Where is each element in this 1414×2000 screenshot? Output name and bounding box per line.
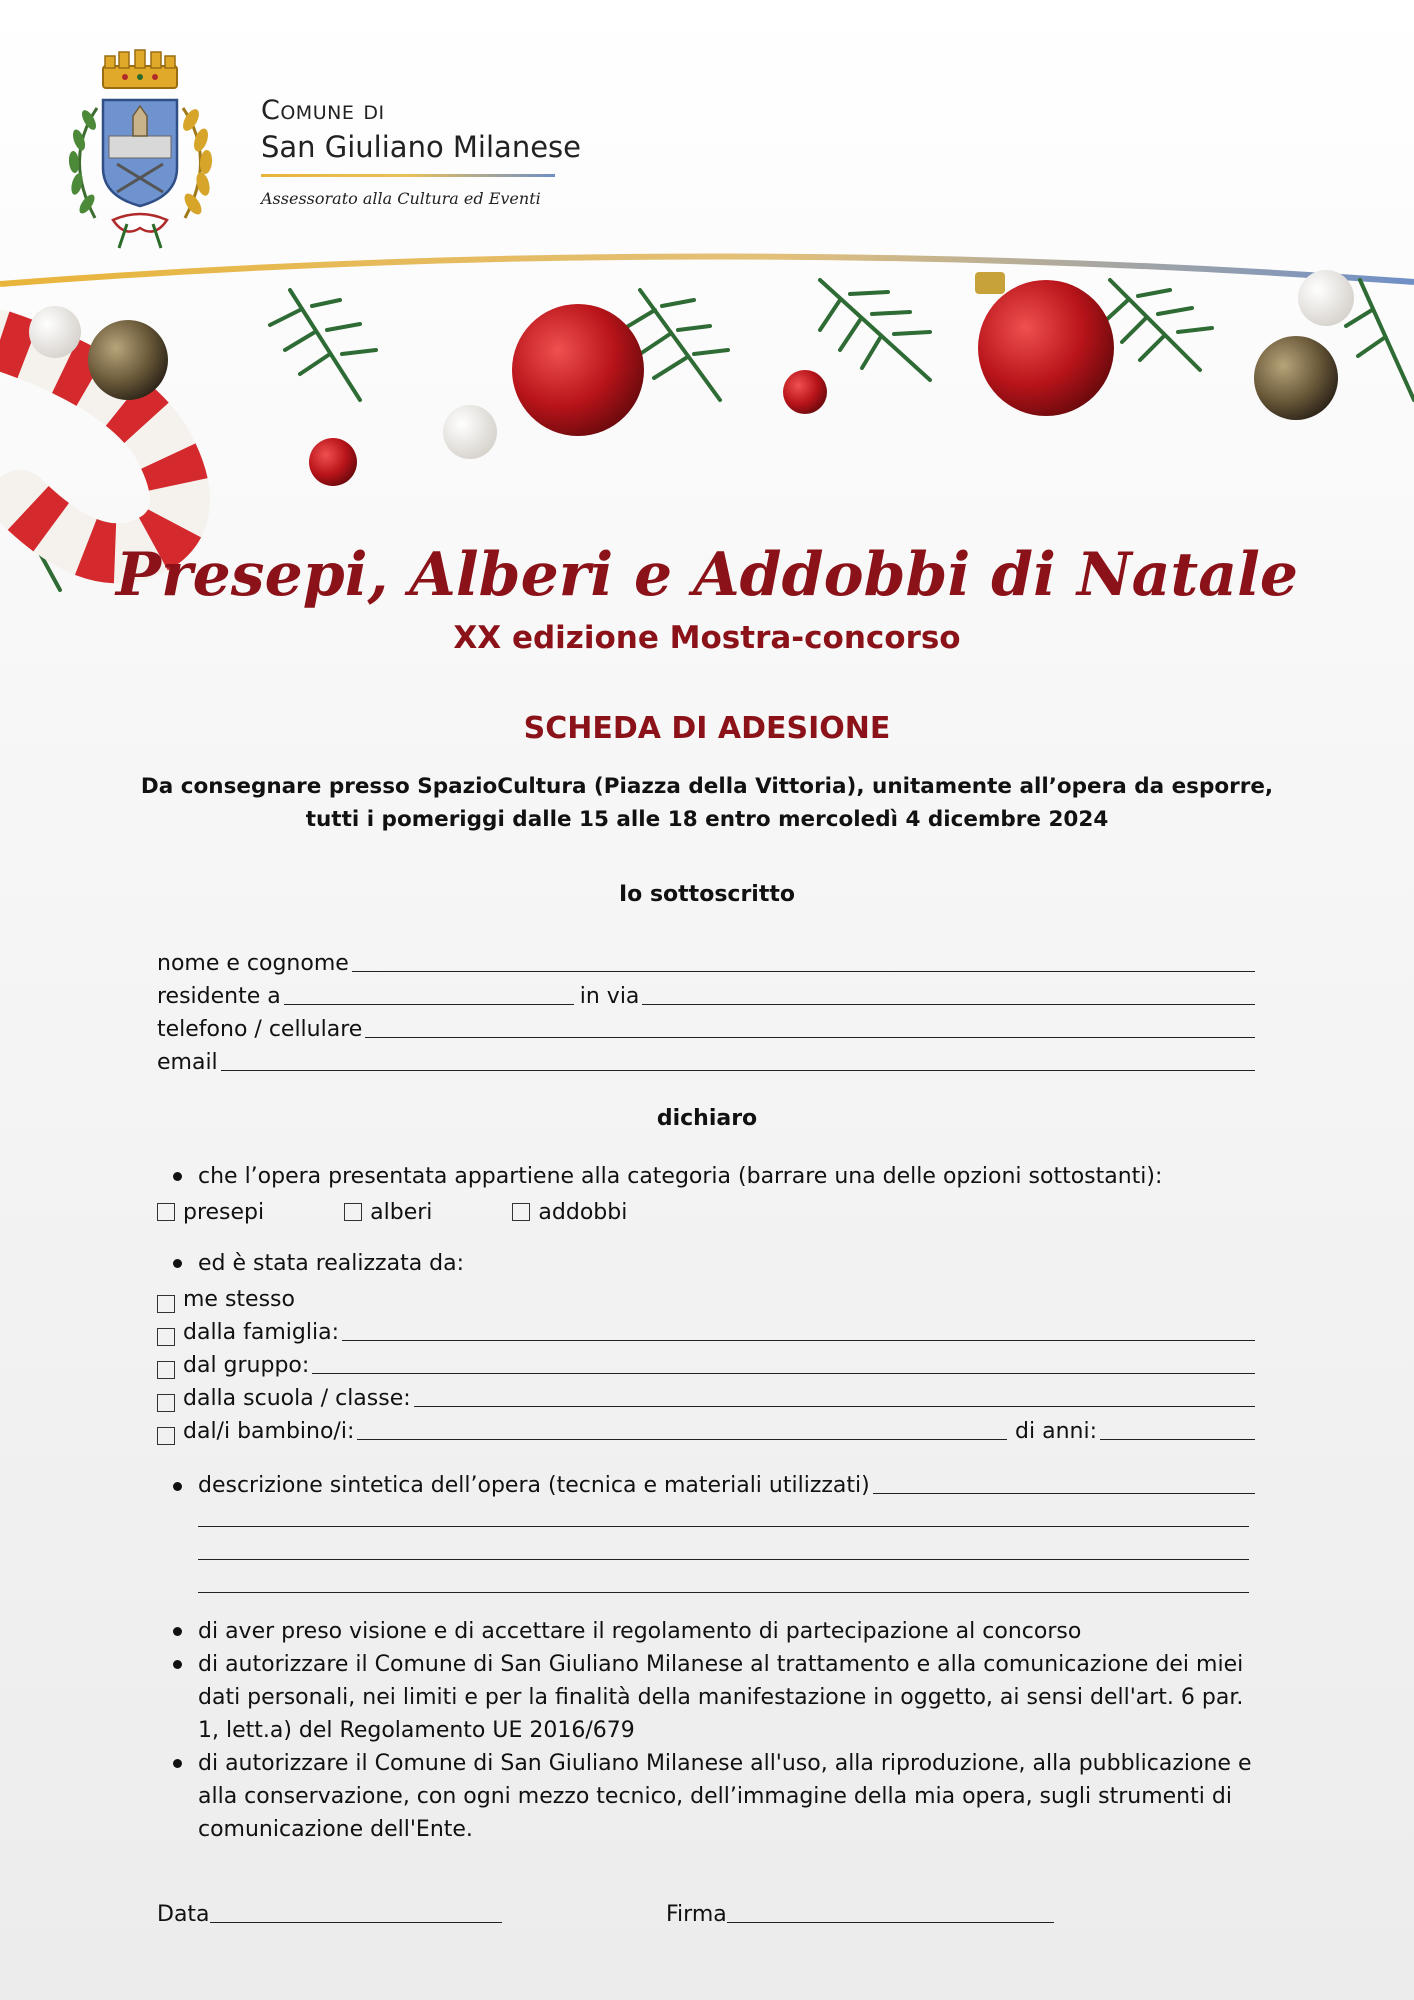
red-faceted-bauble-icon	[978, 280, 1114, 416]
description-label-text: descrizione sintetica dell’opera (tecnica e materiali utilizzati)	[198, 1473, 870, 1498]
municipal-coat-of-arms-logo	[55, 48, 225, 253]
declaration-regulation: di aver preso visione e di accettare il regolamento di partecipazione al concorso	[157, 1615, 1257, 1648]
shield-icon	[103, 100, 177, 206]
instructions-line-2: tutti i pomeriggi dalle 15 alle 18 entro mercoledì 4 dicembre 2024	[305, 807, 1109, 832]
checkbox-alberi[interactable]	[344, 1203, 362, 1221]
option-addobbi-label: addobbi	[538, 1200, 628, 1225]
gold-bell-icon	[88, 320, 168, 400]
checkbox-addobbi[interactable]	[512, 1203, 530, 1221]
org-department: Assessorato alla Cultura ed Eventi	[261, 189, 541, 208]
signature-label: Firma	[666, 1902, 727, 1927]
form-title: SCHEDA DI ADESIONE	[523, 711, 891, 746]
red-glitter-bauble-icon	[512, 304, 644, 436]
municipality-brand	[261, 94, 581, 208]
checkbox-school[interactable]	[157, 1394, 175, 1412]
children-input-line[interactable]	[357, 1439, 1007, 1440]
school-label: dalla scuola / classe:	[183, 1386, 411, 1411]
name-label: nome e cognome	[157, 951, 349, 976]
crown-icon	[103, 50, 177, 88]
category-bullet: che l’opera presentata appartiene alla categoria (barrare una delle opzioni sottostanti):	[157, 1160, 1257, 1193]
signature-field[interactable]	[666, 1895, 1054, 1928]
family-input-line[interactable]	[342, 1340, 1255, 1341]
instructions-line-1: Da consegnare presso SpazioCultura (Piazza della Vittoria), unitamente all’opera da esporre,	[140, 774, 1274, 799]
date-field[interactable]	[157, 1895, 502, 1928]
street-label: in via	[579, 984, 640, 1009]
laurel-branch-icon	[68, 108, 99, 218]
email-input-line[interactable]	[221, 1070, 1255, 1071]
bullet-dot	[173, 1482, 182, 1491]
made-by-children[interactable]	[157, 1412, 1255, 1445]
white-bauble-icon	[443, 405, 497, 459]
group-input-line[interactable]	[312, 1373, 1255, 1374]
small-red-bauble-icon	[783, 370, 827, 414]
description-input-line-1[interactable]	[873, 1493, 1255, 1494]
delivery-instructions	[140, 770, 1274, 836]
option-addobbi[interactable]	[512, 1199, 627, 1226]
ribbon-icon	[113, 214, 167, 248]
org-line-2: San Giuliano Milanese	[261, 130, 581, 164]
white-bauble-icon	[1298, 270, 1354, 326]
address-field[interactable]	[157, 977, 1255, 1010]
name-input-line[interactable]	[352, 971, 1255, 972]
date-input-line[interactable]	[210, 1922, 502, 1923]
description-line-2[interactable]	[198, 1499, 1249, 1532]
email-field[interactable]	[157, 1043, 1255, 1076]
made-by-family[interactable]	[157, 1313, 1255, 1346]
option-alberi-label: alberi	[370, 1200, 433, 1225]
checkbox-presepi[interactable]	[157, 1203, 175, 1221]
phone-input-line[interactable]	[365, 1037, 1255, 1038]
signature-input-line[interactable]	[727, 1922, 1054, 1923]
phone-label: telefono / cellulare	[157, 1017, 363, 1042]
made-by-self[interactable]	[157, 1280, 1255, 1313]
family-label: dalla famiglia:	[183, 1320, 339, 1345]
street-input-line[interactable]	[642, 1004, 1255, 1005]
date-label: Data	[157, 1902, 210, 1927]
email-label: email	[157, 1050, 218, 1075]
group-label: dal gruppo:	[183, 1353, 310, 1378]
description-line-3[interactable]	[198, 1532, 1249, 1565]
age-input-line[interactable]	[1100, 1439, 1255, 1440]
brand-divider	[261, 174, 555, 177]
made-by-group[interactable]	[157, 1346, 1255, 1379]
description-input-line-4[interactable]	[198, 1592, 1249, 1593]
children-label: dal/i bambino/i:	[183, 1419, 355, 1444]
school-input-line[interactable]	[414, 1406, 1255, 1407]
checkbox-self[interactable]	[157, 1295, 175, 1313]
description-field[interactable]	[157, 1466, 1255, 1499]
phone-field[interactable]	[157, 1010, 1255, 1043]
category-options	[157, 1193, 1255, 1226]
city-input-line[interactable]	[284, 1004, 574, 1005]
checkbox-family[interactable]	[157, 1328, 175, 1346]
wave-divider	[0, 256, 1414, 284]
description-line-4[interactable]	[198, 1565, 1249, 1598]
declaration-privacy: di autorizzare il Comune di San Giuliano Milanese al trattamento e alla comunicazione dei miei dati personali, nei limiti e per la finalità della manifestazione in oggetto, ai sensi dell'art. 6 par. 1, lett.a) del Regolamento UE 2016/679	[157, 1648, 1257, 1747]
event-edition: XX edizione Mostra-concorso	[453, 620, 961, 656]
declare-heading: dichiaro	[656, 1106, 758, 1131]
gold-bell-icon	[1254, 336, 1338, 420]
option-presepi-label: presepi	[183, 1200, 265, 1225]
description-label	[157, 1472, 870, 1499]
description-input-line-3[interactable]	[198, 1559, 1249, 1560]
oak-branch-icon	[180, 107, 213, 218]
option-presepi[interactable]	[157, 1199, 264, 1226]
made-by-school[interactable]	[157, 1379, 1255, 1412]
self-label: me stesso	[183, 1287, 295, 1312]
undersigned-heading: Io sottoscritto	[619, 882, 795, 907]
checkbox-children[interactable]	[157, 1427, 175, 1445]
age-label: di anni:	[1015, 1419, 1097, 1444]
option-alberi[interactable]	[344, 1199, 432, 1226]
org-line-1: Comune di	[261, 95, 385, 126]
small-red-bauble-icon	[309, 438, 357, 486]
made-by-bullet: ed è stata realizzata da:	[157, 1247, 1257, 1280]
resident-label: residente a	[157, 984, 281, 1009]
name-field[interactable]	[157, 944, 1255, 977]
checkbox-group[interactable]	[157, 1361, 175, 1379]
event-title: Presepi, Alberi e Addobbi di Natale	[115, 540, 1299, 610]
white-bauble-icon	[29, 306, 81, 358]
declaration-image-rights: di autorizzare il Comune di San Giuliano Milanese all'uso, alla riproduzione, alla pubblicazione e alla conservazione, con ogni mezzo tecnico, dell’immagine della mia opera, sugli strumenti di comunicazione dell'Ente.	[157, 1747, 1257, 1846]
description-input-line-2[interactable]	[198, 1526, 1249, 1527]
